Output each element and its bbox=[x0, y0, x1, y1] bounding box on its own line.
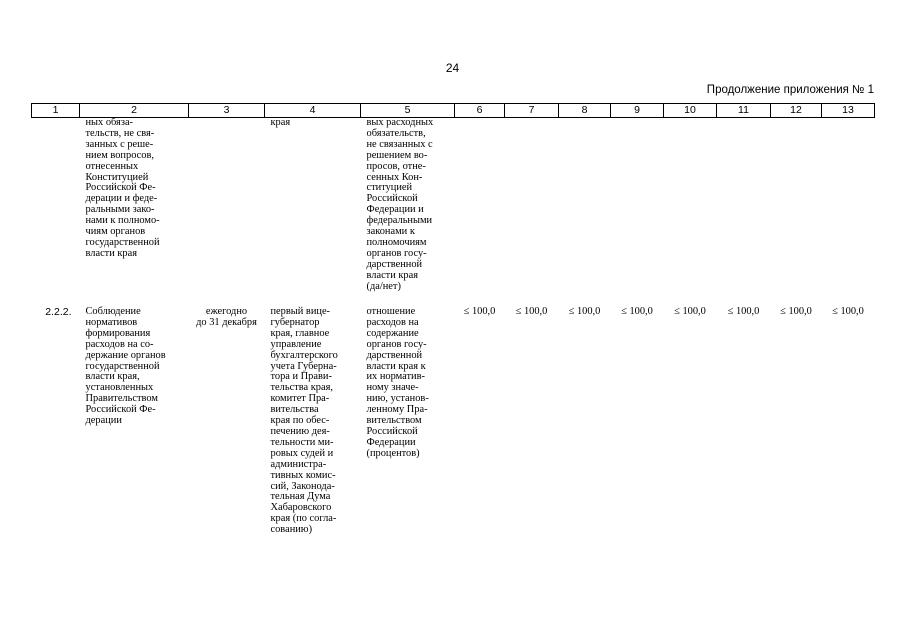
cell-deadline: ежегодно до 31 декабря bbox=[196, 306, 257, 328]
cell-indicator: отношение расходов на содержание органов госу- дарственной власти края к их норматив- ному значе- нию, установ- ленному Пра- вительством Российской Федерации (процентов) bbox=[366, 306, 429, 459]
cell-value bbox=[505, 118, 559, 307]
cell-value-2021: ≤ 100,0 bbox=[832, 306, 864, 317]
table-row-2-2-2 bbox=[32, 306, 875, 536]
col-header-10: 10 bbox=[664, 104, 717, 118]
cell-number bbox=[32, 118, 80, 307]
col-header-7: 7 bbox=[505, 104, 559, 118]
cell-value-2019: ≤ 100,0 bbox=[727, 306, 760, 317]
col-header-1: 1 bbox=[32, 104, 80, 118]
cell-deadline bbox=[189, 118, 265, 307]
header-row bbox=[32, 104, 875, 118]
cell-value-2017: ≤ 100,0 bbox=[621, 306, 653, 317]
cell-indicator: вых расходных обязательств, не связанных с решением во- просов, отне- сенных Кон- ституцией Российской Федерации и федеральными законами к полномочиям органов госу- дарственной власти края (да/нет) bbox=[366, 117, 434, 292]
appendix-table bbox=[31, 103, 875, 536]
cell-value-2016: ≤ 100,0 bbox=[568, 306, 601, 317]
page-number: 24 bbox=[445, 61, 460, 75]
col-header-3: 3 bbox=[189, 104, 265, 118]
cell-responsible: первый вице- губернатор края, главное управление бухгалтерского учета Губерна- тора и Прави- тельства края, комитет Пра- вительства края по обес- печению дея- тельности ми- ровых судей и администра- тивных комис- сий, Законода- тельная Дума Хабаровского края (по согла- сованию) bbox=[270, 306, 338, 536]
cell-value-2014: ≤ 100,0 bbox=[463, 306, 496, 317]
table-row-continuation bbox=[32, 118, 875, 307]
cell-value bbox=[822, 118, 875, 307]
cell-value-2020: ≤ 100,0 bbox=[780, 306, 812, 317]
col-header-13: 13 bbox=[822, 104, 875, 118]
cell-value-2015: ≤ 100,0 bbox=[515, 306, 548, 317]
cell-measure-text: Соблюдение нормативов формирования расходов на со- держание органов государственной власти края, установленных Правительством Российской Фе- дерации bbox=[85, 306, 166, 427]
cell-value bbox=[717, 118, 771, 307]
cell-responsible: края bbox=[270, 117, 291, 128]
col-header-12: 12 bbox=[771, 104, 822, 118]
col-header-9: 9 bbox=[611, 104, 664, 118]
cell-value bbox=[559, 118, 611, 307]
continuation-label: Продолжение приложения № 1 bbox=[706, 84, 874, 96]
cell-value-2018: ≤ 100,0 bbox=[674, 306, 706, 317]
col-header-2: 2 bbox=[80, 104, 189, 118]
col-header-5: 5 bbox=[361, 104, 455, 118]
col-header-11: 11 bbox=[717, 104, 771, 118]
cell-value bbox=[455, 118, 505, 307]
cell-value bbox=[771, 118, 822, 307]
col-header-4: 4 bbox=[265, 104, 361, 118]
cell-number: 2.2.2. bbox=[45, 306, 72, 318]
col-header-8: 8 bbox=[559, 104, 611, 118]
cell-value bbox=[664, 118, 717, 307]
cell-value bbox=[611, 118, 664, 307]
col-header-6: 6 bbox=[455, 104, 505, 118]
cell-measure-text: ных обяза- тельств, не свя- занных с реше- нием вопросов, отнесенных Конституцией Российской Фе- дерации и феде- ральными зако- нами к полномо- чиям органов государственной власти края bbox=[85, 117, 160, 259]
